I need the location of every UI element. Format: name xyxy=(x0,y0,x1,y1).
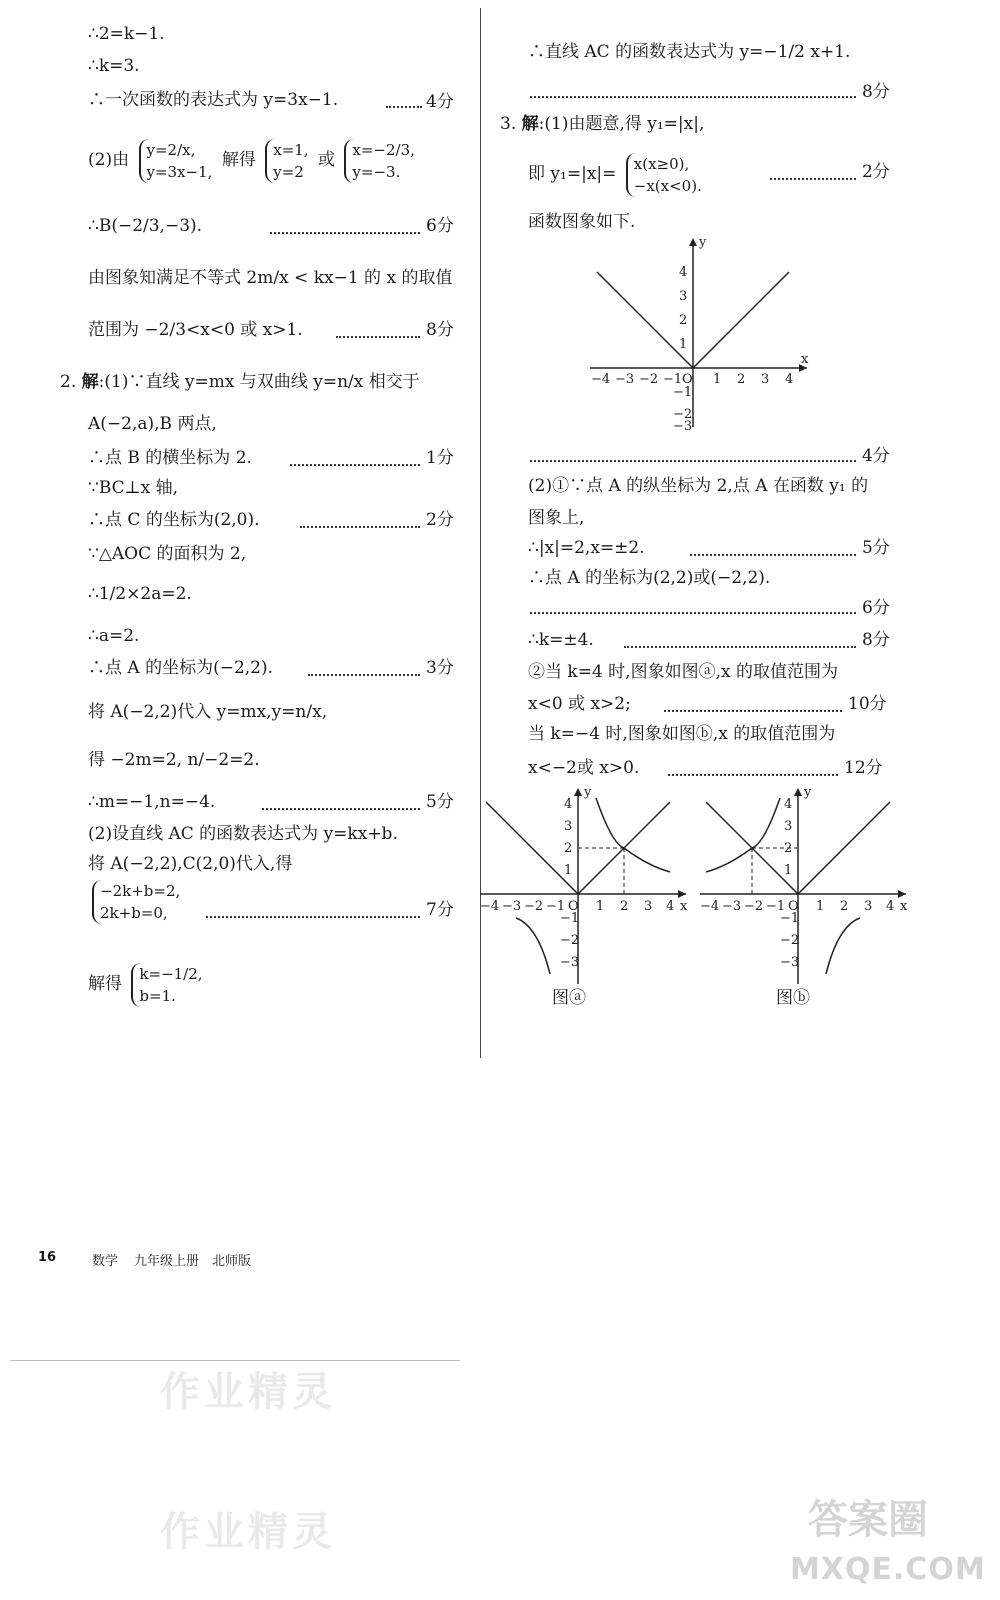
tick-label: 2 xyxy=(737,372,746,387)
score-label: 3分 xyxy=(426,658,454,678)
score-label: 8分 xyxy=(426,320,454,340)
score-label: 10分 xyxy=(848,694,887,714)
text-line: ∴2=k−1. xyxy=(88,24,165,44)
tick-label: 1 xyxy=(679,337,688,352)
dot-leader xyxy=(690,554,856,556)
tick-label: −2 xyxy=(524,899,544,914)
tick-label: −1 xyxy=(780,911,800,926)
score-label: 4分 xyxy=(426,92,454,112)
dot-leader xyxy=(770,178,856,180)
tick-label: 1 xyxy=(784,863,793,878)
tick-label: 4 xyxy=(784,797,793,812)
solution-label: 解 xyxy=(81,372,99,392)
text-line: ∵△AOC 的面积为 2, xyxy=(88,544,247,564)
page-number: 16 xyxy=(38,1250,57,1265)
y-axis-arrow xyxy=(794,788,802,796)
text-line: ∴k=±4. xyxy=(528,630,594,650)
equation: y=3x−1, xyxy=(146,162,213,181)
text-line: ∴m=−1,n=−4. xyxy=(88,792,216,812)
hyperbola-branch-3 xyxy=(516,918,550,974)
dot-leader xyxy=(262,808,420,810)
text-line: 图象上, xyxy=(528,508,585,528)
dot-leader xyxy=(530,460,856,462)
equation: x=1, xyxy=(273,140,309,159)
footer-edition: 北师版 xyxy=(212,1254,252,1269)
text-line: (2)设直线 AC 的函数表达式为 y=kx+b. xyxy=(88,824,398,844)
text: (−2/3,−3). xyxy=(111,216,203,236)
text: 或 xyxy=(318,150,335,170)
hyperbola-branch-4 xyxy=(826,918,860,974)
tick-label: 4 xyxy=(886,899,895,914)
equation: x=−2/3, xyxy=(352,140,415,159)
tick-label: 3 xyxy=(864,899,873,914)
x-axis-arrow xyxy=(678,890,686,898)
text-line: ∴直线 AC 的函数表达式为 y=−1/2 x+1. xyxy=(528,42,851,62)
text: (2)由 xyxy=(88,150,130,170)
question-2-heading xyxy=(60,370,420,394)
tick-label: 3 xyxy=(644,899,653,914)
figure-b-graph xyxy=(698,786,913,986)
y-axis-arrow xyxy=(574,788,582,796)
tick-label: −2 xyxy=(780,933,800,948)
dot-leader xyxy=(206,916,420,918)
tick-label: −2 xyxy=(673,407,693,422)
question-3-heading xyxy=(500,112,704,136)
text: 解得 xyxy=(88,974,122,994)
abs-function-graph xyxy=(585,232,815,432)
equation-system-line xyxy=(88,880,184,924)
hyperbola-branch-1 xyxy=(596,798,670,872)
text-line: ∴点 B 的横坐标为 2. xyxy=(88,448,252,468)
x-axis-label: x xyxy=(801,352,809,367)
equation: −x(x<0). xyxy=(633,176,702,195)
score-label: 1分 xyxy=(426,448,454,468)
text-line: ∴|x|=2,x=±2. xyxy=(528,538,645,558)
text-line: 范围为 −2/3<x<0 或 x>1. xyxy=(88,320,303,340)
tick-label: −1 xyxy=(560,911,580,926)
equation-system xyxy=(139,139,213,183)
text-line: ∴a=2. xyxy=(88,626,140,646)
score-label: 8分 xyxy=(862,82,890,102)
dot-leader xyxy=(624,646,856,648)
score-label: 5分 xyxy=(426,792,454,812)
abs-line-right xyxy=(798,802,890,894)
tick-label: −2 xyxy=(639,372,659,387)
origin-label: O xyxy=(682,372,693,387)
score-label: 8分 xyxy=(862,630,890,650)
tick-label: 3 xyxy=(564,819,573,834)
dot-leader xyxy=(336,336,420,338)
text-line: ∵BC⊥x 轴, xyxy=(88,478,179,498)
score-label: 2分 xyxy=(862,162,890,182)
text-line: ②当 k=4 时,图象如图ⓐ,x 的取值范围为 xyxy=(528,662,838,682)
text: 解得 xyxy=(221,150,256,170)
tick-label: −1 xyxy=(663,372,683,387)
dot-leader xyxy=(270,232,420,234)
score-label: 12分 xyxy=(844,758,883,778)
text-line: ∴一次函数的表达式为 y=3x−1. xyxy=(88,90,339,110)
tick-label: −2 xyxy=(744,899,764,914)
text-line: x<−2或 x>0. xyxy=(528,758,640,778)
tick-label: 2 xyxy=(564,841,573,856)
tick-label: 1 xyxy=(596,899,605,914)
y-axis-label: y xyxy=(699,235,707,250)
site-url: MXQE.COM xyxy=(790,1552,986,1587)
origin-label: O xyxy=(788,899,799,914)
tick-label: 4 xyxy=(785,372,794,387)
tick-label: −1 xyxy=(766,899,786,914)
tick-label: −4 xyxy=(591,372,611,387)
text: ∴B xyxy=(88,216,112,236)
tick-label: 1 xyxy=(816,899,825,914)
site-logo: 答案圈 xyxy=(808,1497,928,1543)
footer-grade: 九年级上册 xyxy=(134,1254,200,1269)
piecewise-system xyxy=(626,153,702,197)
text-line: 当 k=−4 时,图象如图ⓑ,x 的取值范围为 xyxy=(528,724,836,744)
score-label: 6分 xyxy=(426,216,454,236)
dot-leader xyxy=(530,96,856,98)
hyperbola-branch-2 xyxy=(706,798,780,872)
tick-label: −3 xyxy=(615,372,635,387)
tick-label: −4 xyxy=(480,899,500,914)
figure-b-caption: 图ⓑ xyxy=(776,988,810,1008)
text: 即 y₁=|x|= xyxy=(528,164,617,184)
score-label: 6分 xyxy=(862,598,890,618)
tick-label: 2 xyxy=(784,841,793,856)
origin-label: O xyxy=(568,899,579,914)
tick-label: −4 xyxy=(700,899,720,914)
text: :(1)∵直线 y=mx 与双曲线 y=n/x 相交于 xyxy=(98,372,420,392)
dot-leader xyxy=(664,710,842,712)
dot-leader xyxy=(668,774,838,776)
equation: 2k+b=0, xyxy=(100,904,168,922)
dot-leader xyxy=(290,464,420,466)
equation-system xyxy=(265,139,308,183)
equation: y=−3. xyxy=(352,162,401,181)
text-line: 将 A(−2,2)代入 y=mx,y=n/x, xyxy=(88,702,328,722)
text-line xyxy=(88,214,202,238)
text-line: ∴点 A 的坐标为(−2,2). xyxy=(88,658,274,678)
tick-label: −3 xyxy=(722,899,742,914)
equation: y=2/x, xyxy=(146,140,196,159)
score-label: 7分 xyxy=(426,900,454,920)
x-axis-arrow xyxy=(898,890,906,898)
dot-leader xyxy=(386,106,422,108)
equation: b=1. xyxy=(139,986,176,1005)
watermark: 作业精灵 xyxy=(160,1509,336,1555)
tick-label: −1 xyxy=(673,385,693,400)
tick-label: 1 xyxy=(713,372,722,387)
text-line: x<0 或 x>2; xyxy=(528,694,631,714)
equation-system xyxy=(92,880,180,924)
text-line: 函数图象如下. xyxy=(528,212,636,232)
equation: −2k+b=2, xyxy=(100,882,181,900)
tick-label: 3 xyxy=(784,819,793,834)
tick-label: 4 xyxy=(679,265,688,280)
equation-system xyxy=(131,963,202,1007)
y-axis-label: y xyxy=(804,786,812,800)
tick-label: 2 xyxy=(620,899,629,914)
equation-system xyxy=(344,139,415,183)
y-axis-label: y xyxy=(584,786,592,800)
x-axis-label: x xyxy=(900,899,908,914)
figure-a-caption: 图ⓐ xyxy=(552,988,586,1008)
tick-label: −2 xyxy=(560,933,580,948)
solution-label: 解 xyxy=(521,114,539,134)
tick-label: −3 xyxy=(673,419,693,432)
text-line: 得 −2m=2, n/−2=2. xyxy=(88,750,260,770)
dot-leader xyxy=(308,674,420,676)
tick-label: 2 xyxy=(840,899,849,914)
equation-system-line xyxy=(88,952,207,1016)
text-line: ∴点 A 的坐标为(2,2)或(−2,2). xyxy=(528,568,771,588)
score-label: 5分 xyxy=(862,538,890,558)
tick-label: 2 xyxy=(679,313,688,328)
dot-leader xyxy=(300,526,420,528)
tick-label: −3 xyxy=(502,899,522,914)
abs-line-right xyxy=(693,272,789,368)
text-line: ∴点 C 的坐标为(2,0). xyxy=(88,510,260,530)
text-line: 将 A(−2,2),C(2,0)代入,得 xyxy=(88,854,293,874)
figure-a-graph xyxy=(478,786,693,986)
tick-label: 4 xyxy=(666,899,675,914)
score-label: 4分 xyxy=(862,446,890,466)
tick-label: −1 xyxy=(546,899,566,914)
text-line: 由图象知满足不等式 2m/x < kx−1 的 x 的取值 xyxy=(88,268,453,288)
y-axis-arrow xyxy=(689,238,697,246)
watermark: 作业精灵 xyxy=(160,1369,336,1415)
question-number: 3. xyxy=(500,114,517,134)
tick-label: 3 xyxy=(679,289,688,304)
dot-leader xyxy=(530,612,856,614)
question-number: 2. xyxy=(60,372,77,392)
text-line: A(−2,a),B 两点, xyxy=(88,414,217,434)
piecewise-line xyxy=(528,146,706,202)
text-line: ∴k=3. xyxy=(88,56,140,76)
text-line: (2)①∵点 A 的纵坐标为 2,点 A 在函数 y₁ 的 xyxy=(528,476,869,496)
text: :(1)由题意,得 y₁=|x|, xyxy=(538,114,705,134)
footer-subject: 数学 xyxy=(92,1254,119,1269)
tick-label: −3 xyxy=(560,955,580,970)
tick-label: −3 xyxy=(780,955,800,970)
equation: y=2 xyxy=(273,162,304,181)
tick-label: 3 xyxy=(761,372,770,387)
equation: k=−1/2, xyxy=(139,964,203,983)
tick-label: 1 xyxy=(564,863,573,878)
equation-system-line xyxy=(88,128,419,192)
equation: x(x≥0), xyxy=(633,154,690,173)
x-axis-label: x xyxy=(680,899,688,914)
text-line: ∴1/2×2a=2. xyxy=(88,584,192,604)
score-label: 2分 xyxy=(426,510,454,530)
tick-label: 4 xyxy=(564,797,573,812)
